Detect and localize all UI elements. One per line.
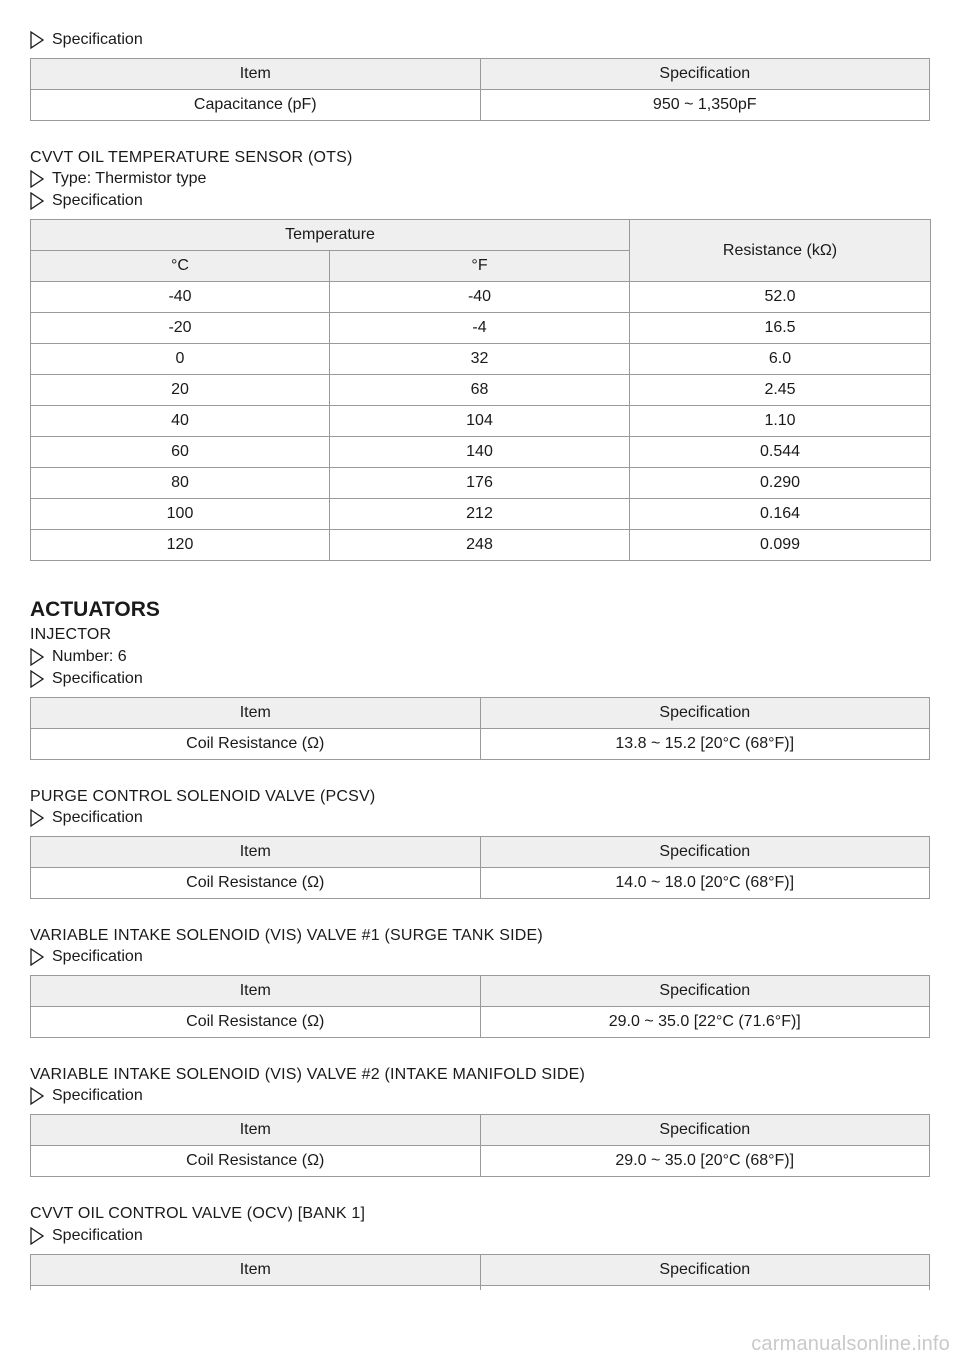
- bullet-text: Specification: [52, 670, 143, 687]
- triangle-bullet-icon: [30, 809, 44, 827]
- table-row: [31, 1286, 930, 1291]
- triangle-bullet-icon: [30, 648, 44, 666]
- triangle-bullet-icon: [30, 192, 44, 210]
- cell: 6.0: [630, 344, 931, 375]
- actuators-heading: ACTUATORS: [30, 598, 160, 621]
- cell: 176: [330, 468, 630, 499]
- cell: -40: [31, 282, 330, 313]
- section-title-vis2: VARIABLE INTAKE SOLENOID (VIS) VALVE #2 (INTAKE MANIFOLD SIDE): [30, 1066, 586, 1083]
- ots-resistance-table: [30, 219, 931, 561]
- cell: 120: [31, 530, 330, 561]
- bullet-specification: [30, 29, 143, 51]
- table-row: [31, 468, 931, 499]
- cell: Coil Resistance (Ω): [31, 1146, 481, 1177]
- section-title-ots: CVVT OIL TEMPERATURE SENSOR (OTS): [30, 149, 353, 166]
- cell: -4: [330, 313, 630, 344]
- bullet-number: [30, 646, 127, 668]
- header-temperature: Temperature: [31, 220, 630, 251]
- pcsv-table: [30, 836, 930, 899]
- bullet-text: Specification: [52, 809, 143, 826]
- cell: [480, 1286, 930, 1291]
- cell: 60: [31, 437, 330, 468]
- watermark-logo: carmanualsonline.info: [751, 1333, 950, 1355]
- table-row: [31, 1146, 930, 1177]
- cell: 950 ~ 1,350pF: [480, 90, 930, 121]
- table-row: [31, 437, 931, 468]
- cell: 0.544: [630, 437, 931, 468]
- bullet-text: Specification: [52, 1087, 143, 1104]
- cell: 52.0: [630, 282, 931, 313]
- table-row: [31, 868, 930, 899]
- bullet-specification: [30, 807, 143, 829]
- cell: 16.5: [630, 313, 931, 344]
- header-specification: Specification: [480, 1115, 930, 1146]
- section-title-ocv: CVVT OIL CONTROL VALVE (OCV) [BANK 1]: [30, 1205, 366, 1222]
- triangle-bullet-icon: [30, 31, 44, 49]
- triangle-bullet-icon: [30, 948, 44, 966]
- table-row: [31, 499, 931, 530]
- header-specification: Specification: [480, 1255, 930, 1286]
- bullet-specification: [30, 1085, 143, 1107]
- bullet-text: Type: Thermistor type: [52, 170, 207, 187]
- bullet-specification: [30, 190, 143, 212]
- cell: 14.0 ~ 18.0 [20°C (68°F)]: [480, 868, 930, 899]
- triangle-bullet-icon: [30, 170, 44, 188]
- header-resistance: Resistance (kΩ): [630, 220, 931, 282]
- vis1-table: [30, 975, 930, 1038]
- cell: 68: [330, 375, 630, 406]
- cell: 32: [330, 344, 630, 375]
- cell: 140: [330, 437, 630, 468]
- bullet-text: Specification: [52, 948, 143, 965]
- bullet-specification: [30, 1225, 143, 1247]
- table-row: [31, 375, 931, 406]
- header-item: Item: [31, 698, 481, 729]
- triangle-bullet-icon: [30, 1227, 44, 1245]
- cell: Coil Resistance (Ω): [31, 868, 481, 899]
- cell: 0.099: [630, 530, 931, 561]
- cell: 248: [330, 530, 630, 561]
- header-item: Item: [31, 837, 481, 868]
- cell: 0.164: [630, 499, 931, 530]
- cell: 212: [330, 499, 630, 530]
- ocv-table: [30, 1254, 930, 1290]
- cell: 29.0 ~ 35.0 [22°C (71.6°F)]: [480, 1007, 930, 1038]
- bullet-specification: [30, 668, 143, 690]
- bullet-type: [30, 168, 206, 190]
- bullet-text: Number: 6: [52, 648, 127, 665]
- bullet-text: Specification: [52, 31, 143, 48]
- header-specification: Specification: [480, 837, 930, 868]
- cell: Coil Resistance (Ω): [31, 729, 481, 760]
- cell: Capacitance (pF): [31, 90, 481, 121]
- section-title-pcsv: PURGE CONTROL SOLENOID VALVE (PCSV): [30, 788, 376, 805]
- cell: 29.0 ~ 35.0 [20°C (68°F)]: [480, 1146, 930, 1177]
- table-row: [31, 1007, 930, 1038]
- cell: [31, 1286, 481, 1291]
- cell: 13.8 ~ 15.2 [20°C (68°F)]: [480, 729, 930, 760]
- bullet-text: Specification: [52, 192, 143, 209]
- cell: 104: [330, 406, 630, 437]
- cell: 0: [31, 344, 330, 375]
- bullet-specification: [30, 946, 143, 968]
- header-specification: Specification: [480, 976, 930, 1007]
- bullet-text: Specification: [52, 1227, 143, 1244]
- header-celsius: °C: [31, 251, 330, 282]
- cell: 2.45: [630, 375, 931, 406]
- cell: Coil Resistance (Ω): [31, 1007, 481, 1038]
- table-row: [31, 406, 931, 437]
- header-item: Item: [31, 976, 481, 1007]
- cell: 80: [31, 468, 330, 499]
- table-row: [31, 282, 931, 313]
- header-item: Item: [31, 1115, 481, 1146]
- header-item: Item: [31, 1255, 481, 1286]
- header-specification: Specification: [480, 59, 930, 90]
- table-row: [31, 313, 931, 344]
- cell: 0.290: [630, 468, 931, 499]
- table-row: [31, 530, 931, 561]
- cell: 1.10: [630, 406, 931, 437]
- cell: -20: [31, 313, 330, 344]
- table-row: [31, 344, 931, 375]
- capacitance-table: [30, 58, 930, 121]
- injector-table: [30, 697, 930, 760]
- vis2-table: [30, 1114, 930, 1177]
- header-specification: Specification: [480, 698, 930, 729]
- header-fahrenheit: °F: [330, 251, 630, 282]
- table-row: [31, 90, 930, 121]
- cell: 20: [31, 375, 330, 406]
- triangle-bullet-icon: [30, 1087, 44, 1105]
- table-row: [31, 729, 930, 760]
- cell: 40: [31, 406, 330, 437]
- cell: 100: [31, 499, 330, 530]
- triangle-bullet-icon: [30, 670, 44, 688]
- cell: -40: [330, 282, 630, 313]
- section-title-injector: INJECTOR: [30, 626, 112, 643]
- header-item: Item: [31, 59, 481, 90]
- section-title-vis1: VARIABLE INTAKE SOLENOID (VIS) VALVE #1 (SURGE TANK SIDE): [30, 927, 543, 944]
